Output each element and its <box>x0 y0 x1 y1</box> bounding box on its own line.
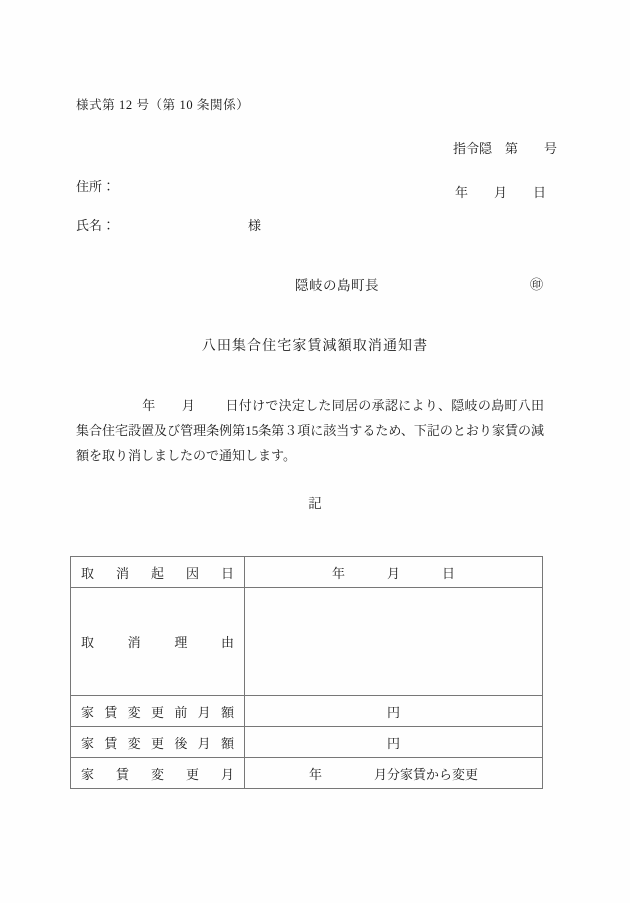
body-month: 月 <box>181 398 196 413</box>
ki-marker: 記 <box>308 496 322 511</box>
table-row <box>71 696 543 727</box>
document-date-line: 年 月 日 <box>455 185 547 200</box>
cell-month: 月 <box>386 565 400 581</box>
body-main-text: 日付けで決定した同居の承認により、隠岐の島町八田集合住宅設置及び管理条例第15条第３項に該当するため、下記のとおり家賃の減額を取り消しましたので通知します。 <box>76 398 544 463</box>
issuer-title: 隠岐の島町長 <box>295 278 379 293</box>
honorific-sama: 様 <box>248 218 262 233</box>
cell-rest: 月分家賃から変更 <box>374 766 479 782</box>
row-value-rent-change-month[interactable] <box>245 758 543 789</box>
cell-day: 日 <box>442 565 456 581</box>
row-label-rent-before: 家賃変更前月額 <box>71 696 245 727</box>
seal-icon: ㊞ <box>530 277 544 292</box>
table-row <box>71 557 543 588</box>
document-number-line: 指令隠 第 号 <box>453 141 558 156</box>
table-row <box>71 727 543 758</box>
table-row <box>71 588 543 696</box>
body-paragraph <box>76 393 544 468</box>
row-value-rent-after[interactable]: 円 <box>245 727 543 758</box>
row-value-cancel-cause-date <box>245 557 543 588</box>
cell-year: 年 <box>308 766 322 782</box>
page-title: 八田集合住宅家賃減額取消通知書 <box>201 339 429 354</box>
row-label-cancel-reason: 取消理由 <box>71 588 245 696</box>
cell-year: 年 <box>331 565 345 581</box>
row-value-rent-before[interactable]: 円 <box>245 696 543 727</box>
notification-table <box>70 556 543 789</box>
form-number: 様式第 12 号（第 10 条関係） <box>76 98 250 112</box>
name-label: 氏名： <box>76 218 116 233</box>
row-label-rent-change-month: 家賃変更月 <box>71 758 245 789</box>
row-label-rent-after: 家賃変更後月額 <box>71 727 245 758</box>
address-label: 住所： <box>76 179 116 194</box>
document-number-block <box>440 116 557 248</box>
table-row <box>71 758 543 789</box>
row-value-cancel-reason[interactable] <box>245 588 543 696</box>
row-label-cancel-cause-date: 取消起因日 <box>71 557 245 588</box>
body-year: 年 <box>142 398 156 413</box>
